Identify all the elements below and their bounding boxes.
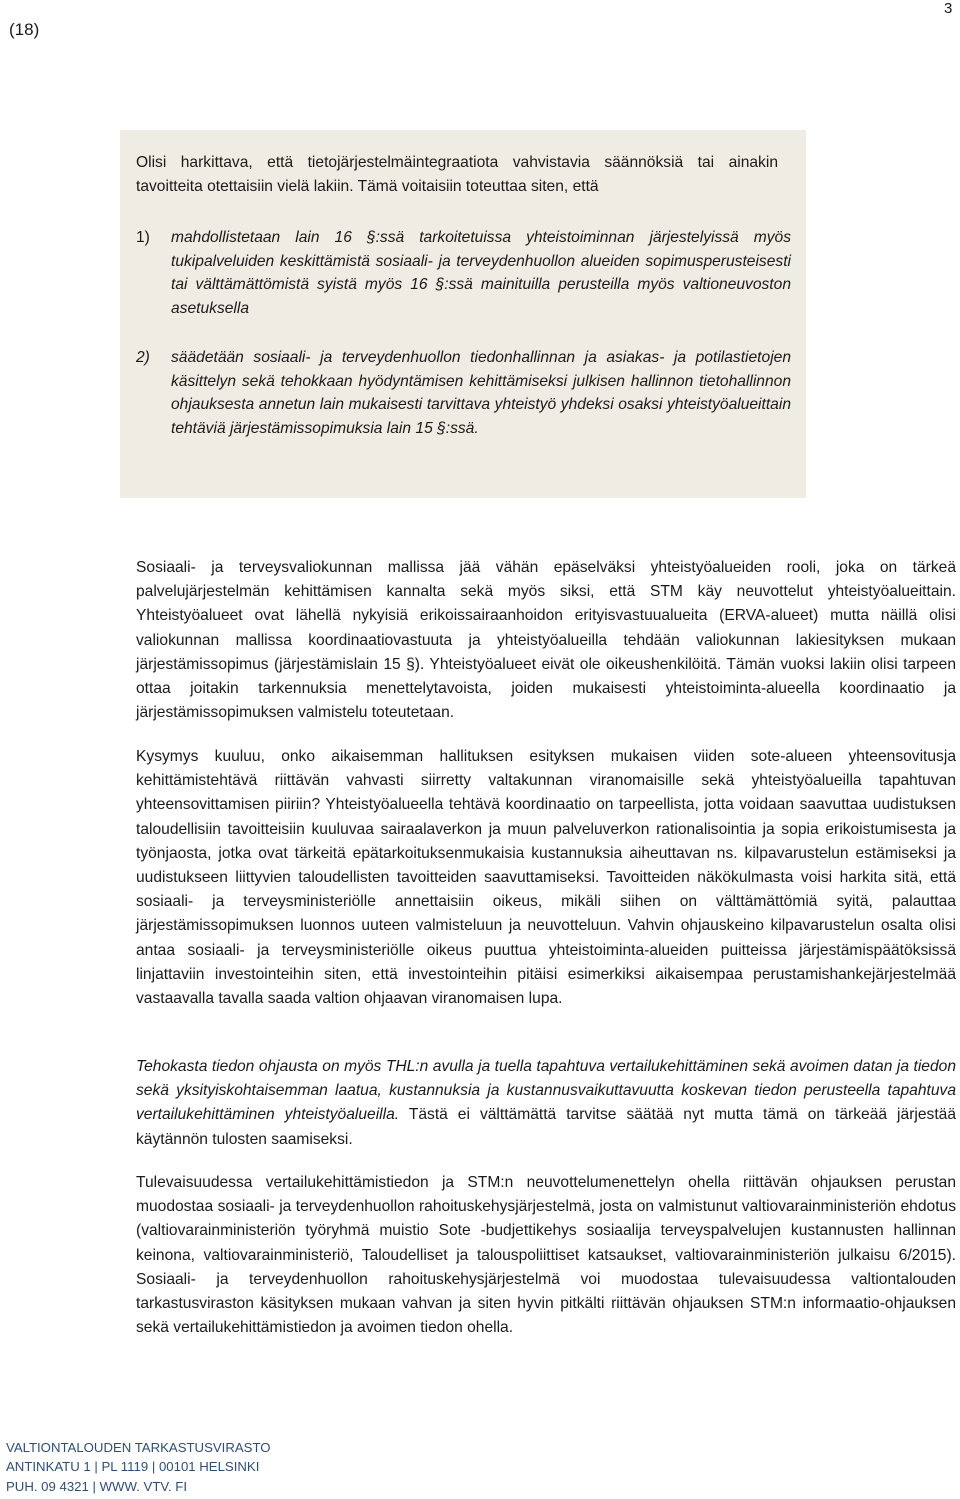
page-number: 3 (944, 0, 953, 17)
list-item-number: 2) (136, 349, 150, 366)
footer-organization-name: VALTIONTALOUDEN TARKASTUSVIRASTO (6, 1440, 271, 1455)
list-item-number: 1) (136, 229, 150, 246)
quoted-proposal-box (120, 130, 806, 498)
body-paragraph: Sosiaali- ja terveysvaliokunnan mallissa jää vähän epäselväksi yhteistyöalueiden rooli, joka on tärkeä palvelujärjestelmän kehittämisen kannalta sekä myös siksi, että STM käy neuvottelut yhteistyöalueittain. Yhteistyöalueet ovat lähellä nykyisiä erikoissairaanhoidon erityisvastuualueita (ERVA-alueet) mutta näillä olisi valiokunnan mallissa koordinaatiovastuuta ja yhteistyöalueilla tehdään valiokunnan lakiesityksen mukaan järjestämissopimus (järjestämislain 15 §). Yhteistyöalueet eivät ole oikeushenkilöitä. Tämän vuoksi lakiin olisi tarpeen ottaa joitakin tarkennuksia menettelytavoista, joiden mukaisesti yhteistoiminta-alueella koordinaatio ja järjestämissopimuksen valmistelu toteutetaan. (136, 559, 956, 722)
body-paragraph: Kysymys kuuluu, onko aikaisemman hallituksen esityksen mukaisen viiden sote-alueen yhteensovitusja kehittämistehtävä riittävän vahvasti siirretty valtakunnan viranomaisille sekä yhteistyöalueilla tapahtuvan yhteensovittamisen piiriin? Yhteistyöalueella tehtävä koordinaatio on tarpeellista, jotta voidaan saavuttaa uudistuksen taloudellisiin tavoitteisiin kuuluvaa sairaalaverkon ja muun palveluverkon rationalisointia ja sopia erikoistumisesta ja työnjaosta, jotka ovat tärkeitä epätarkoituksenmukaisia kustannuksia aiheuttavan ns. kilpavarustelun estämiseksi ja uudistukseen liittyvien taloudellisten tavoitteiden saavuttamiseksi. Tavoitteiden näkökulmasta voisi harkita sitä, että sosiaali- ja terveysministeriölle annettaisiin oikeus, mikäli siihen on välttämättömiä syitä, palauttaa järjestämissopimuksen luonnos uuteen valmisteluun ja neuvotteluun. Vahvin ohjauskeino kilpavarustelun osalta olisi antaa sosiaali- ja terveysministeriölle oikeus puuttua yhteistoiminta-alueiden puitteissa järjestämispäätöksissä linjattaviin investointeihin siten, että investointeihin pitäisi esimerkiksi aikaisempaa perustamishankejärjestelmää vastaavalla tavalla saada valtion ohjaavan viranomaisen lupa. (136, 748, 956, 1008)
body-paragraph: Tulevaisuudessa vertailukehittämistiedon ja STM:n neuvottelumenettelyn ohella riittävän ohjauksen perustan muodostaa sosiaali- ja terveydenhuollon rahoituskehysjärjestelmä, josta on valmistunut valtiovarainministeriön ehdotus (valtiovarainministeriön työryhmä muistio Sote -budjettikehys sosiaalija terveyspalvelujen kustannusten hallinnan keinona, valtiovarainministeriö, Taloudelliset ja talouspoliittiset katsaukset, valtiovarainministeriön julkaisu 6/2015). Sosiaali- ja terveydenhuollon rahoituskehysjärjestelmä voi muodostaa tulevaisuudessa valtiontalouden tarkastusviraston käsityksen mukaan vahvan ja siten hyvin pitkälti riittävän ohjauksen STM:n informaatio-ohjauksen sekä vertailukehittämistiedon ja avoimen tiedon ohella. (136, 1174, 956, 1337)
body-paragraph (136, 1055, 956, 1152)
list-item-text: säädetään sosiaali- ja terveydenhuollon tiedonhallinnan ja asiakas- ja potilastietojen käsittelyn sekä tehokkaan hyödyntämisen kehittämiseksi julkisen hallinnon tietohallinnon ohjauksesta annetun lain mukaisesti tarvittava yhteistyö yhdeksi osaksi yhteistyöalueittain tehtäviä järjestämissopimuksia lain 15 §:ssä. (171, 349, 791, 437)
footer-contact-block (6, 1438, 271, 1496)
list-item-text: mahdollistetaan lain 16 §:ssä tarkoitetuissa yhteistoiminnan järjestelyissä myös tukipalveluiden keskittämistä sosiaali- ja terveydenhuollon alueiden sopimusperusteisesti tai välttämättömistä syistä myös 16 §:ssä mainituilla perusteilla myös valtioneuvoston asetuksella (171, 229, 791, 317)
quote-intro-text: Olisi harkittava, että tietojärjestelmäintegraatiota vahvistavia säännöksiä tai ainakin tavoitteita otettaisiin vielä lakiin. Tämä voitaisiin toteuttaa siten, että (136, 154, 778, 195)
italic-emphasis-text: Tehokasta tiedon ohjausta on myös THL:n avulla ja tuella tapahtuva vertailukehittäminen sekä avoimen datan ja tiedon sekä yksityiskohtaisemman laatua, kustannuksia ja kustannusvaikuttavuutta koskevan tiedon perusteella tapahtuva vertailukehittäminen yhteistyöalueilla. (136, 1058, 956, 1124)
body-text: Tästä ei välttämättä tarvitse säätää nyt mutta tämä on tärkeää järjestää käytännön tulosten saamiseksi. (136, 1106, 957, 1148)
document-number: (18) (9, 20, 40, 39)
footer-phone-web: PUH. 09 4321 | WWW. VTV. FI (6, 1478, 188, 1494)
footer-address: ANTINKATU 1 | PL 1119 | 00101 HELSINKI (6, 1459, 260, 1475)
